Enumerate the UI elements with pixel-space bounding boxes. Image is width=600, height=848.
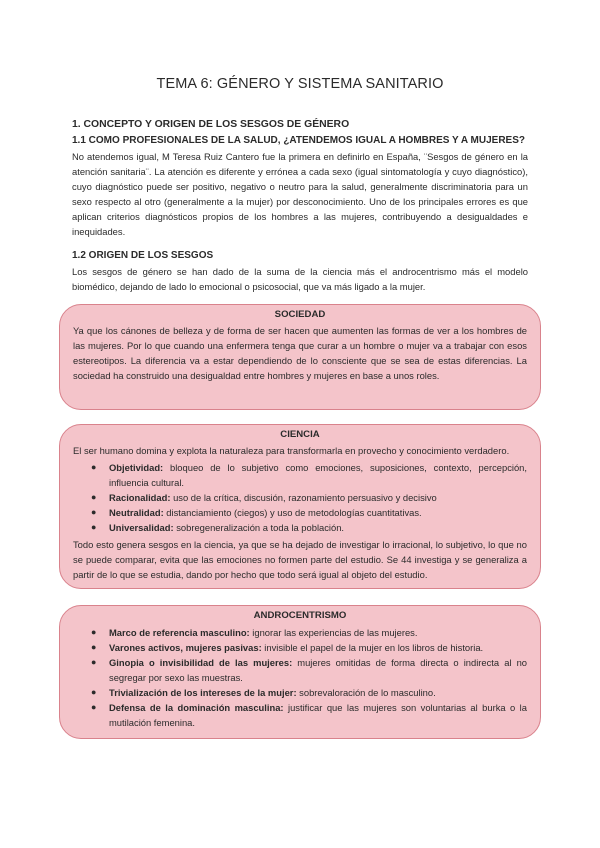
- bullet-term: Racionalidad:: [109, 492, 171, 503]
- bullet-text: justificar que las mujeres son voluntarias al burka o la mutilación femenina.: [109, 702, 527, 728]
- list-item: [73, 640, 527, 655]
- ciencia-box: [59, 424, 541, 589]
- bullet-text: sobrevaloración de lo masculino.: [296, 687, 436, 698]
- list-item: [73, 490, 527, 505]
- bullet-text: distanciamiento (ciegos) y uso de metodologías cuantitativas.: [163, 507, 422, 518]
- bullet-text: sobregeneralización a toda la población.: [173, 522, 345, 533]
- bullet-icon: ●: [91, 702, 97, 712]
- sociedad-title: SOCIEDAD: [274, 309, 326, 320]
- bullet-icon: ●: [91, 627, 97, 637]
- bullet-text: bloqueo de lo subjetivo como emociones, suposiciones, contexto, percepción, influencia cultural.: [109, 462, 527, 488]
- bullet-term: Trivialización de los intereses de la mujer:: [109, 687, 297, 698]
- bullet-icon: ●: [91, 657, 97, 667]
- androcentrismo-box: [59, 605, 541, 739]
- list-item: [73, 655, 527, 685]
- paragraph-origen: Los sesgos de género se han dado de la suma de la ciencia más el androcentrismo más el modelo biomédico, dejando de lado lo emocional o psicosocial, que va más ligado a la mujer.: [72, 266, 528, 292]
- bullet-term: Varones activos, mujeres pasivas:: [109, 642, 262, 653]
- list-item: [73, 700, 527, 730]
- subsection-heading-atendemos: 1.1 COMO PROFESIONALES DE LA SALUD, ¿ATENDEMOS IGUAL A HOMBRES Y A MUJERES?: [72, 135, 526, 146]
- bullet-term: Objetividad:: [109, 462, 164, 473]
- bullet-term: Neutralidad:: [109, 507, 164, 518]
- bullet-text: mujeres omitidas de forma directa o indirecta al no segregar por sexo las muestras.: [109, 657, 527, 683]
- sociedad-text: Ya que los cánones de belleza y de forma de ser hacen que aumenten las formas de ver a los hombres de las mujeres. Por lo que cuando una enfermera tenga que curar a un hombre o mujer va a trabajar con esos estereotipos. La diferencia va a estar dependiendo de lo consciente que se sea de estas diferencias. La sociedad ha construido una desigualdad entre hombres y mujeres en base a unos roles.: [73, 325, 527, 381]
- list-item: [73, 625, 527, 640]
- paragraph-atendemos: No atendemos igual, M Teresa Ruiz Cantero fue la primera en definirlo en España, ¨Sesgos de género en la atención sanitaria¨. La atención es diferente y errónea a cada sexo (igual sintomatología y cuyo diagnóstico), cuyo diagnóstico puede ser positivo, negativo o neutro para la salud, generalmente discriminatoria para un sexo respecto al otro (generalmente a la mujer) por desconocimiento. Uno de los principales errores es que aplican criterios diagnósticos propios de los hombres a las mujeres, contribuyendo a desigualdades e inequidades.: [72, 151, 528, 237]
- ciencia-title: CIENCIA: [280, 429, 320, 440]
- bullet-icon: ●: [91, 492, 97, 502]
- bullet-icon: ●: [91, 522, 97, 532]
- androcentrismo-title: ANDROCENTRISMO: [253, 610, 347, 621]
- list-item: [73, 685, 527, 700]
- list-item: [73, 460, 527, 490]
- bullet-text: ignorar las experiencias de las mujeres.: [249, 627, 418, 638]
- bullet-icon: ●: [91, 507, 97, 517]
- list-item: [73, 505, 527, 520]
- bullet-text: invisible el papel de la mujer en los libros de historia.: [261, 642, 484, 653]
- bullet-term: Marco de referencia masculino:: [109, 627, 250, 638]
- ciencia-bullet-list: [73, 460, 527, 535]
- ciencia-intro: El ser humano domina y explota la naturaleza para transformarla en provecho y conocimiento verdadero.: [73, 445, 510, 456]
- bullet-icon: ●: [91, 462, 97, 472]
- subsection-heading-origen: 1.2 ORIGEN DE LOS SESGOS: [72, 250, 214, 261]
- page-title: TEMA 6: GÉNERO Y SISTEMA SANITARIO: [156, 76, 444, 92]
- androcentrismo-bullet-list: [73, 625, 527, 730]
- bullet-term: Ginopia o invisibilidad de las mujeres:: [109, 657, 293, 668]
- list-item: [73, 520, 527, 535]
- section-heading-concepto: 1. CONCEPTO Y ORIGEN DE LOS SESGOS DE GÉNERO: [72, 119, 350, 130]
- bullet-text: uso de la crítica, discusión, razonamiento persuasivo y decisivo: [170, 492, 437, 503]
- bullet-icon: ●: [91, 687, 97, 697]
- bullet-term: Universalidad:: [109, 522, 174, 533]
- ciencia-outro: Todo esto genera sesgos en la ciencia, ya que se ha dejado de investigar lo irracional, lo subjetivo, lo que no se puede comparar, evita que las emociones no formen parte del estudio. Se 44 investiga y se generaliza a partir de lo que se estudia, dando por hecho que todo será igual al objeto del estudio.: [73, 539, 527, 580]
- bullet-term: Defensa de la dominación masculina:: [109, 702, 284, 713]
- sociedad-box: [59, 304, 541, 410]
- bullet-icon: ●: [91, 642, 97, 652]
